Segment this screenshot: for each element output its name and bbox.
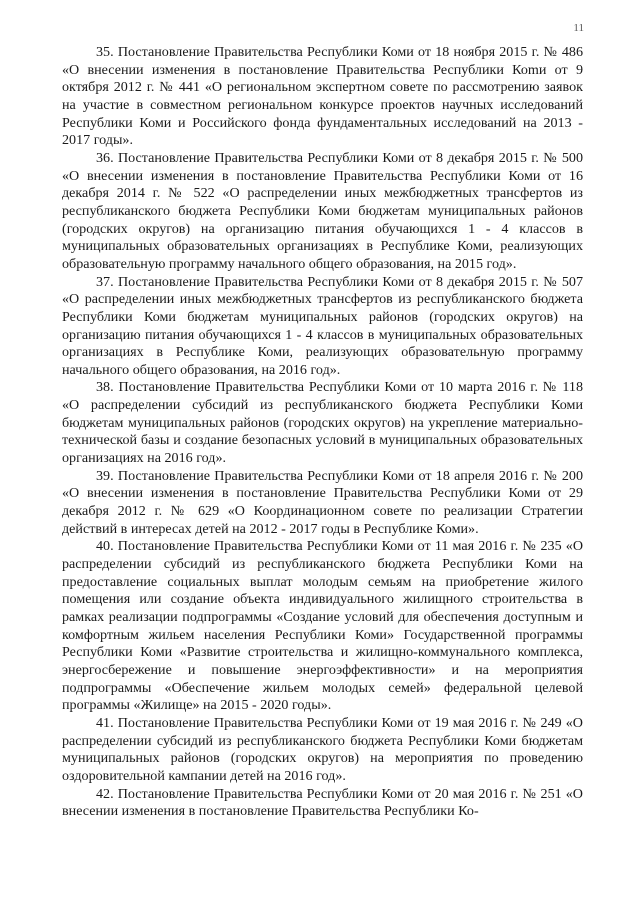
- document-body: [62, 44, 583, 821]
- list-item-40: 40. Постановление Правительства Республики Коми от 11 мая 2016 г. № 235 «О распределении субсидий из республиканского бюджета Республики Коми на предоставление социальных выплат молодым семьям на приобретение жилого помещения или создание объекта индивидуального жилищного строительства в рамках реализации подпрограммы «Создание условий для обеспечения доступным и комфортным жильем населения Республики Коми» Государственной программы Республики Коми «Развитие строительства и жилищно-коммунального комплекса, энергосбережение и повышение энергоэффективности» и на мероприятия подпрограммы «Обеспечение жильем молодых семей» федеральной целевой программы «Жилище» на 2015 - 2020 годы».: [62, 538, 583, 714]
- list-item-41: 41. Постановление Правительства Республики Коми от 19 мая 2016 г. № 249 «О распределении субсидий из республиканского бюджета Республики Коми бюджетам муниципальных районов (городских округов) на мероприятия по проведению оздоровительной кампании детей на 2016 год».: [62, 714, 583, 784]
- list-item-38: 38. Постановление Правительства Республики Коми от 10 марта 2016 г. № 118 «О распределении субсидий из республиканского бюджета Республики Коми бюджетам муниципальных районов (городских округов) на укрепление материально-технической базы и создание безопасных условий в муниципальных образовательных организациях на 2016 год».: [62, 379, 583, 467]
- list-item-42: 42. Постановление Правительства Республики Коми от 20 мая 2016 г. № 251 «О внесении изменения в постановление Правительства Республики Ко-: [62, 785, 583, 820]
- list-item-36: 36. Постановление Правительства Республики Коми от 8 декабря 2015 г. № 500 «О внесении изменения в постановление Правительства Республики Коми от 16 декабря 2014 г. № 522 «О распределении иных межбюджетных трансфертов из республиканского бюджета Республики Коми бюджетам муниципальных районов (городских округов) на организацию питания обучающихся 1 - 4 классов в муниципальных образовательных организациях в Республике Коми, реализующих образовательную программу начального общего образования, на 2015 год».: [62, 149, 583, 272]
- page-number: 11: [573, 22, 584, 34]
- list-item-35: 35. Постановление Правительства Республики Коми от 18 ноября 2015 г. № 486 «О внесении изменения в постановление Правительства Республики Коmи от 9 октября 2012 г. № 441 «О региональном экспертном совете по рассмотрению заявок на участие в совместном региональном конкурсе проектов научных исследований Республики Коми и Российского фонда фундаментальных исследований на 2013 - 2017 годы».: [62, 44, 583, 149]
- list-item-39: 39. Постановление Правительства Республики Коми от 18 апреля 2016 г. № 200 «О внесении изменения в постановление Правительства Республики Коми от 29 декабря 2012 г. № 629 «О Координационном совете по реализации Стратегии действий в интересах детей на 2012 - 2017 годы в Республике Коми».: [62, 467, 583, 537]
- list-item-37: 37. Постановление Правительства Республики Коми от 8 декабря 2015 г. № 507 «О распределении иных межбюджетных трансфертов из республиканского бюджета Республики Коми бюджетам муниципальных районов (городских округов) на организацию питания обучающихся 1 - 4 классов в муниципальных образовательных организациях в Республике Коми, реализующих образовательную программу начального общего образования, на 2016 год».: [62, 273, 583, 378]
